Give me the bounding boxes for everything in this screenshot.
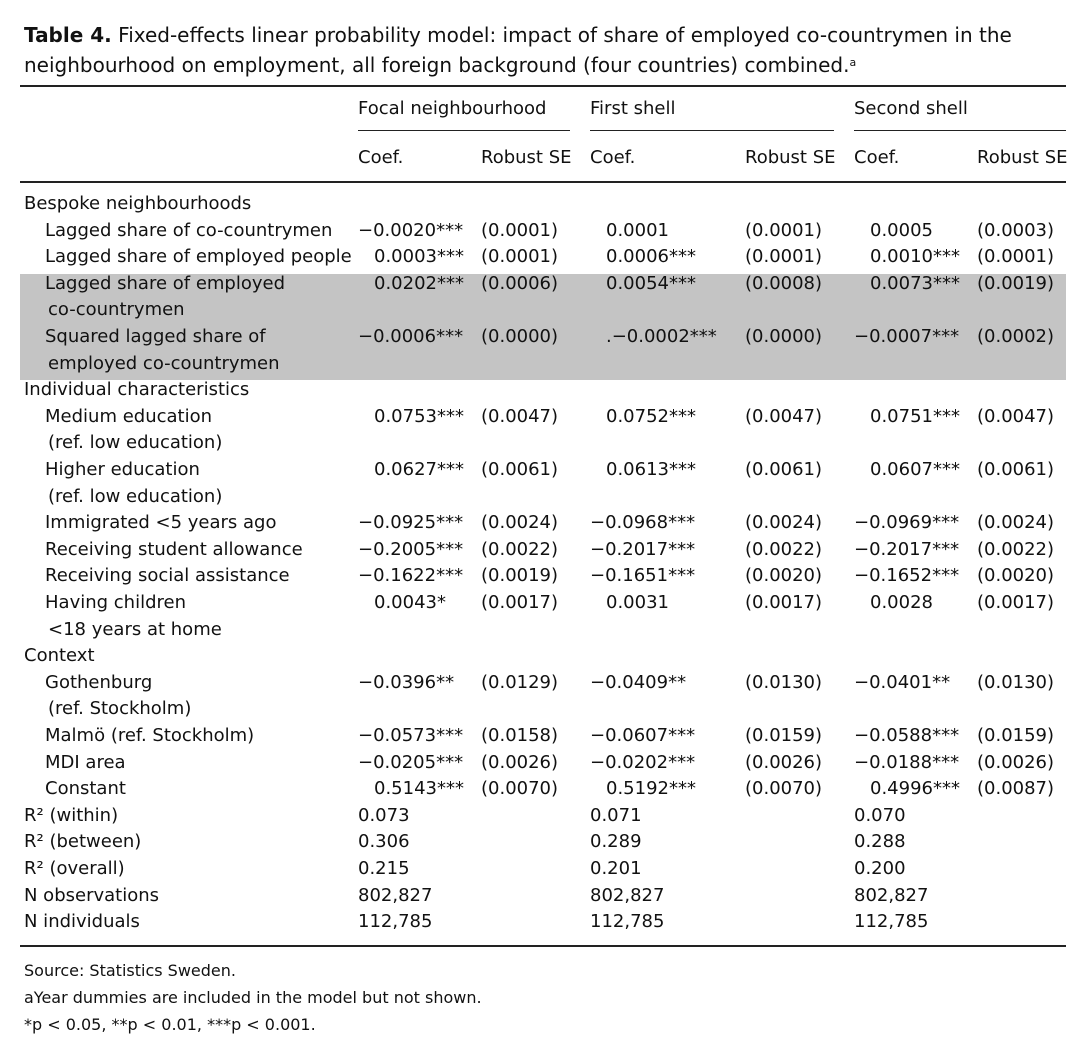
se-cell: (0.0019) (977, 272, 1055, 294)
coef-cell: −0.0925*** (358, 512, 464, 534)
se-cell: (0.0001) (977, 246, 1055, 268)
se-cell: (0.0130) (977, 671, 1055, 693)
table-label: Table 4. (24, 23, 112, 47)
row-label: Medium education (45, 405, 213, 427)
row-label: employed co-countrymen (48, 352, 280, 374)
coef-cell: 0.0202*** (374, 272, 464, 294)
row-label: Having children (45, 592, 186, 613)
coef-cell: 0.0073*** (870, 272, 960, 294)
row-section-label: Individual characteristics (24, 379, 250, 401)
row-label: Constant (45, 778, 126, 800)
se-cell: (0.0006) (481, 272, 559, 294)
coef-cell: 0.0043* (374, 592, 446, 613)
row-section-label: R² (between) (24, 831, 142, 853)
se-cell: (0.0019) (481, 565, 559, 587)
coef-cell: −0.0401** (854, 671, 951, 693)
row-label: co-countrymen (48, 299, 185, 321)
coef-cell: 0.200 (854, 858, 906, 879)
coef-cell: −0.1622*** (358, 565, 464, 587)
row-section-label: Bespoke neighbourhoods (24, 193, 252, 214)
se-cell: (0.0008) (745, 272, 823, 294)
se-cell: (0.0020) (745, 565, 823, 587)
se-cell: (0.0022) (977, 538, 1055, 560)
coef-cell: −0.0607*** (590, 725, 696, 746)
coef-cell: −0.0205*** (358, 751, 464, 773)
se-cell: (0.0020) (977, 565, 1055, 587)
caption-footnote-marker: a (849, 56, 857, 69)
table-caption (24, 20, 1064, 80)
coef-cell: −0.0409** (590, 671, 687, 693)
coef-cell: 0.0003*** (374, 246, 464, 268)
coef-cell: −0.2017*** (590, 538, 696, 560)
caption-text: Fixed-effects linear probability model: impact of share of employed co-countrymen in the neighbourhood on employment, all foreign background (four countries) combined. (24, 23, 1012, 77)
coef-cell: −0.0396** (358, 671, 455, 693)
coef-cell: −0.2005*** (358, 538, 464, 560)
coef-cell: 0.070 (854, 804, 906, 826)
coef-cell: 0.0006*** (606, 246, 696, 268)
se-cell: (0.0017) (745, 592, 823, 613)
coef-cell: 0.0613*** (606, 459, 696, 480)
group-header-focal: Focal neighbourhood (358, 98, 547, 119)
row-label: Lagged share of employed people (45, 246, 352, 268)
se-cell: (0.0003) (977, 219, 1055, 241)
coef-cell: 0.289 (590, 831, 642, 853)
row-section-label: N individuals (24, 911, 140, 933)
group-rule-second-shell (854, 130, 1066, 131)
row-section-label: Context (24, 645, 95, 667)
coef-cell: −0.0968*** (590, 512, 696, 534)
se-cell: (0.0026) (481, 751, 559, 773)
row-label: Lagged share of co-countrymen (45, 219, 333, 241)
se-cell: (0.0061) (481, 459, 559, 480)
footnote-significance: *p < 0.05, **p < 0.01, ***p < 0.001. (24, 1015, 316, 1034)
col-header-se-focal: Robust SE (481, 147, 572, 168)
row-label: <18 years at home (48, 618, 222, 640)
coef-cell: 0.0028 (870, 592, 933, 613)
row-label: Higher education (45, 459, 200, 480)
coef-cell: 0.4996*** (870, 778, 960, 800)
row-label: (ref. Stockholm) (48, 698, 192, 720)
coef-cell: 0.0607*** (870, 459, 960, 480)
group-header-first-shell: First shell (590, 98, 676, 119)
row-label: Immigrated <5 years ago (45, 512, 277, 534)
se-cell: (0.0024) (481, 512, 559, 534)
se-cell: (0.0130) (745, 671, 823, 693)
se-cell: (0.0061) (977, 459, 1055, 480)
se-cell: (0.0000) (481, 326, 559, 347)
se-cell: (0.0061) (745, 459, 823, 480)
coef-cell: 112,785 (358, 911, 433, 933)
coef-cell: −0.0188*** (854, 751, 960, 773)
col-header-se-first: Robust SE (745, 147, 836, 168)
se-cell: (0.0129) (481, 671, 559, 693)
col-header-coef-first: Coef. (590, 147, 636, 168)
se-cell: (0.0159) (745, 725, 823, 746)
group-rule-first-shell (590, 130, 834, 131)
coef-cell: 0.0010*** (870, 246, 960, 268)
coef-cell: 112,785 (854, 911, 929, 933)
footnote-source: Source: Statistics Sweden. (24, 961, 236, 980)
se-cell: (0.0002) (977, 326, 1055, 347)
se-cell: (0.0001) (745, 219, 823, 241)
coef-cell: −0.0573*** (358, 725, 464, 746)
se-cell: (0.0001) (481, 219, 559, 241)
coef-cell: −0.0202*** (590, 751, 696, 773)
row-label: Lagged share of employed (45, 272, 286, 294)
se-cell: (0.0047) (977, 405, 1055, 427)
row-label: (ref. low education) (48, 485, 223, 507)
coef-cell: 0.0752*** (606, 405, 696, 427)
row-label: Malmö (ref. Stockholm) (45, 725, 255, 746)
row-section-label: R² (within) (24, 804, 119, 826)
coef-cell: 802,827 (854, 884, 929, 906)
se-cell: (0.0001) (481, 246, 559, 268)
se-cell: (0.0022) (745, 538, 823, 560)
footnote-year-dummies: aYear dummies are included in the model but not shown. (24, 988, 482, 1007)
coef-cell: 0.0005 (870, 219, 933, 241)
col-header-coef-second: Coef. (854, 147, 900, 168)
coef-cell: 0.0031 (606, 592, 669, 613)
row-label: Receiving social assistance (45, 565, 290, 587)
row-label: MDI area (45, 751, 126, 773)
coef-cell: −0.2017*** (854, 538, 960, 560)
top-rule (20, 85, 1066, 87)
se-cell: (0.0070) (745, 778, 823, 800)
coef-cell: −0.0969*** (854, 512, 960, 534)
coef-cell: −0.0007*** (854, 326, 960, 347)
se-cell: (0.0026) (977, 751, 1055, 773)
header-rule (20, 181, 1066, 183)
coef-cell: 0.288 (854, 831, 906, 853)
coef-cell: 0.5143*** (374, 778, 464, 800)
se-cell: (0.0022) (481, 538, 559, 560)
coef-cell: 0.0627*** (374, 459, 464, 480)
col-header-coef-focal: Coef. (358, 147, 404, 168)
row-label: Receiving student allowance (45, 538, 303, 560)
coef-cell: −0.0006*** (358, 326, 464, 347)
se-cell: (0.0024) (977, 512, 1055, 534)
coef-cell: 802,827 (590, 884, 665, 906)
coef-cell: −0.1652*** (854, 565, 960, 587)
coef-cell: 0.073 (358, 804, 410, 826)
coef-cell: 0.0054*** (606, 272, 696, 294)
coef-cell: 112,785 (590, 911, 665, 933)
coef-cell: −0.0588*** (854, 725, 960, 746)
se-cell: (0.0017) (481, 592, 559, 613)
se-cell: (0.0070) (481, 778, 559, 800)
bottom-rule (20, 945, 1066, 947)
coef-cell: 0.071 (590, 804, 642, 826)
se-cell: (0.0001) (745, 246, 823, 268)
se-cell: (0.0047) (481, 405, 559, 427)
row-label: Squared lagged share of (45, 326, 266, 347)
row-label: (ref. low education) (48, 432, 223, 454)
se-cell: (0.0159) (977, 725, 1055, 746)
se-cell: (0.0047) (745, 405, 823, 427)
se-cell: (0.0026) (745, 751, 823, 773)
row-section-label: N observations (24, 884, 160, 906)
se-cell: (0.0000) (745, 326, 823, 347)
se-cell: (0.0158) (481, 725, 559, 746)
col-header-se-second: Robust SE (977, 147, 1068, 168)
coef-cell: 802,827 (358, 884, 433, 906)
coef-cell: 0.201 (590, 858, 642, 879)
coef-cell: 0.306 (358, 831, 410, 853)
group-header-second-shell: Second shell (854, 98, 968, 119)
se-cell: (0.0017) (977, 592, 1055, 613)
coef-cell: 0.215 (358, 858, 410, 879)
coef-cell: 0.0753*** (374, 405, 464, 427)
se-cell: (0.0024) (745, 512, 823, 534)
coef-cell: −0.1651*** (590, 565, 696, 587)
se-cell: (0.0087) (977, 778, 1055, 800)
group-rule-focal (358, 130, 570, 131)
coef-cell: −0.0020*** (358, 219, 464, 241)
row-label: Gothenburg (45, 671, 153, 693)
coef-cell: 0.0751*** (870, 405, 960, 427)
coef-cell: 0.0001 (606, 219, 669, 241)
coef-cell: .−0.0002*** (606, 326, 717, 347)
coef-cell: 0.5192*** (606, 778, 696, 800)
row-section-label: R² (overall) (24, 858, 125, 879)
